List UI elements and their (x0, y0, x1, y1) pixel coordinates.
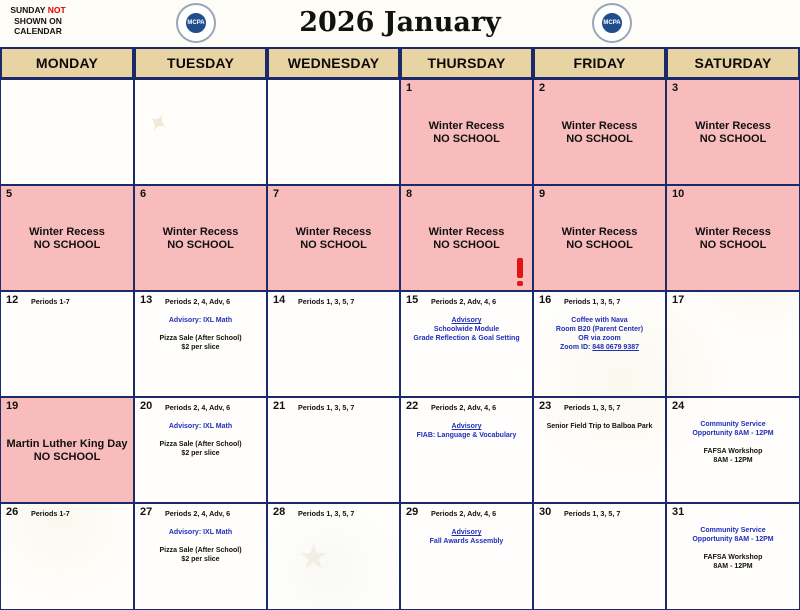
weekday-header-5: SATURDAY (666, 47, 800, 79)
day-cell[interactable] (134, 503, 267, 610)
notice-line: Winter Recess (295, 226, 372, 238)
notice-line: Winter Recess (561, 120, 638, 132)
event-line: Fall Awards Assembly (429, 538, 504, 545)
day-cell[interactable] (666, 79, 800, 185)
periods-schedule: Periods 1, 3, 5, 7 (298, 509, 355, 518)
zoom-line (534, 343, 665, 352)
periods-schedule: Periods 2, Adv, 4, 6 (431, 403, 497, 412)
day-number: 30 (539, 506, 552, 518)
day-cell[interactable] (666, 503, 800, 610)
day-number: 9 (539, 188, 546, 200)
event-line: Senior Field Trip to Balboa Park (546, 423, 653, 430)
event-line: Community Service (700, 421, 766, 428)
advisory-link: Advisory (451, 317, 482, 324)
day-number: 19 (6, 400, 19, 412)
day-number: 13 (140, 294, 153, 306)
event-line: Opportunity 8AM - 12PM (692, 430, 774, 437)
seal-text: MCPA (600, 11, 624, 35)
notice-line: NO SCHOOL (433, 239, 500, 251)
calendar-header (0, 0, 800, 47)
notice-line: NO SCHOOL (566, 133, 633, 145)
day-number: 1 (406, 82, 413, 94)
day-cell[interactable] (666, 291, 800, 397)
event-line: FAFSA Workshop (703, 448, 763, 455)
no-school-notice (401, 120, 532, 146)
day-number: 15 (406, 294, 419, 306)
alert-icon (517, 258, 523, 286)
day-cell[interactable] (134, 291, 267, 397)
event-line: Coffee with Nava (571, 317, 628, 324)
advisory-link: Advisory (451, 423, 482, 430)
event-line: Advisory: IXL Math (168, 423, 233, 430)
alert-icon-dot (517, 281, 523, 286)
notice-line: NO SCHOOL (167, 239, 234, 251)
weekday-header-4: FRIDAY (533, 47, 666, 79)
day-number: 6 (140, 188, 147, 200)
periods-schedule: Periods 1, 3, 5, 7 (564, 297, 621, 306)
no-school-notice (534, 226, 665, 252)
event-line: $2 per slice (181, 450, 220, 457)
sunday-note-text: SUNDAY (10, 5, 48, 15)
notice-line: NO SCHOOL (699, 239, 767, 251)
notice-line: Winter Recess (695, 226, 771, 238)
periods-schedule: Periods 2, 4, Adv, 6 (165, 403, 231, 412)
day-cell[interactable] (0, 291, 134, 397)
day-cell[interactable] (400, 503, 533, 610)
periods-schedule: Periods 2, Adv, 4, 6 (431, 297, 497, 306)
page-title: 2026 January (299, 7, 501, 38)
no-school-notice (135, 226, 266, 252)
notice-line: NO SCHOOL (33, 239, 101, 251)
day-cell[interactable] (666, 185, 800, 291)
notice-line: NO SCHOOL (300, 239, 367, 251)
notice-line: NO SCHOOL (699, 133, 767, 145)
periods-schedule: Periods 1, 3, 5, 7 (298, 297, 355, 306)
periods-schedule: Periods 1, 3, 5, 7 (564, 509, 621, 518)
day-cell[interactable] (0, 79, 134, 185)
periods-schedule: Periods 1, 3, 5, 7 (298, 403, 355, 412)
day-cell[interactable] (267, 185, 400, 291)
day-number: 7 (273, 188, 280, 200)
event-line: FAFSA Workshop (703, 554, 763, 561)
notice-line: Winter Recess (162, 226, 239, 238)
seal-text: MCPA (184, 11, 208, 35)
no-school-notice (667, 226, 799, 252)
sunday-note-text: CALENDAR (14, 26, 62, 36)
notice-line: NO SCHOOL (566, 239, 633, 251)
event-line: Advisory: IXL Math (168, 529, 233, 536)
day-cell[interactable] (0, 503, 134, 610)
day-number: 2 (539, 82, 546, 94)
day-number: 20 (140, 400, 153, 412)
notice-line: NO SCHOOL (433, 133, 500, 145)
day-cell[interactable] (400, 397, 533, 503)
event-line: OR via zoom (578, 335, 621, 342)
no-school-notice (1, 226, 133, 252)
calendar-grid (0, 47, 800, 610)
weekday-header-3: THURSDAY (400, 47, 533, 79)
holiday-notice (1, 438, 133, 464)
day-cell[interactable] (400, 79, 533, 185)
day-number: 8 (406, 188, 413, 200)
event-line: Grade Reflection & Goal Setting (413, 335, 520, 342)
day-cell[interactable] (267, 397, 400, 503)
zoom-label: Zoom ID: (560, 344, 593, 351)
day-cell[interactable] (134, 185, 267, 291)
event-line: Opportunity 8AM - 12PM (692, 536, 774, 543)
day-number: 26 (6, 506, 19, 518)
day-cell[interactable] (267, 291, 400, 397)
day-number: 17 (672, 294, 685, 306)
day-number: 29 (406, 506, 419, 518)
day-cell[interactable] (0, 397, 134, 503)
notice-line: Winter Recess (428, 120, 505, 132)
day-number: 3 (672, 82, 679, 94)
event-line: $2 per slice (181, 344, 220, 351)
day-cell[interactable] (533, 79, 666, 185)
day-cell[interactable] (666, 397, 800, 503)
weekday-header-0: MONDAY (0, 47, 134, 79)
day-number: 22 (406, 400, 419, 412)
event-line: FIAB: Language & Vocabulary (416, 432, 517, 439)
zoom-id-link[interactable]: 848 0679 9387 (592, 344, 639, 351)
day-cell[interactable] (400, 185, 533, 291)
day-cell[interactable] (267, 79, 400, 185)
no-school-notice (401, 226, 532, 252)
notice-line: Winter Recess (561, 226, 638, 238)
advisory-link: Advisory (451, 529, 482, 536)
day-cell[interactable] (533, 291, 666, 397)
event-line: Schoolwide Module (433, 326, 500, 333)
event-line: Advisory: IXL Math (168, 317, 233, 324)
day-cell[interactable] (533, 397, 666, 503)
event-line: Pizza Sale (After School) (159, 547, 242, 554)
periods-schedule: Periods 2, 4, Adv, 6 (165, 297, 231, 306)
day-number: 14 (273, 294, 286, 306)
day-number: 12 (6, 294, 19, 306)
day-cell[interactable] (533, 503, 666, 610)
sunday-note-not: NOT (47, 5, 66, 15)
notice-line: Winter Recess (29, 226, 105, 238)
day-number: 21 (273, 400, 286, 412)
day-number: 24 (672, 400, 685, 412)
notice-line: Martin Luther King Day (6, 438, 128, 450)
periods-schedule: Periods 1, 3, 5, 7 (564, 403, 621, 412)
day-number: 27 (140, 506, 153, 518)
day-number: 16 (539, 294, 552, 306)
periods-schedule: Periods 2, 4, Adv, 6 (165, 509, 231, 518)
day-number: 23 (539, 400, 552, 412)
day-cell[interactable] (0, 185, 134, 291)
day-cell[interactable] (400, 291, 533, 397)
day-cell[interactable] (267, 503, 400, 610)
weekday-header-1: TUESDAY (134, 47, 267, 79)
event-line: Community Service (700, 527, 766, 534)
day-cell[interactable] (134, 79, 267, 185)
periods-schedule: Periods 2, Adv, 4, 6 (431, 509, 497, 518)
event-line: $2 per slice (181, 556, 220, 563)
day-number: 5 (6, 188, 13, 200)
sunday-note-text: SHOWN ON (14, 15, 62, 26)
no-school-notice (667, 120, 799, 146)
school-seal-right (592, 3, 632, 43)
no-school-notice (268, 226, 399, 252)
day-number: 28 (273, 506, 286, 518)
no-school-notice (534, 120, 665, 146)
notice-line: Winter Recess (428, 226, 505, 238)
day-cell[interactable] (134, 397, 267, 503)
periods-schedule: Periods 1-7 (31, 297, 70, 306)
event-line: Pizza Sale (After School) (159, 441, 242, 448)
alert-icon-bar (517, 258, 523, 278)
notice-line: Winter Recess (695, 120, 771, 132)
notice-line: NO SCHOOL (33, 451, 101, 463)
day-number: 10 (672, 188, 685, 200)
event-line: 8AM - 12PM (713, 563, 753, 570)
event-line: Room B20 (Parent Center) (555, 326, 644, 333)
periods-schedule: Periods 1-7 (31, 509, 70, 518)
event-line: 8AM - 12PM (713, 457, 753, 464)
day-number: 31 (672, 506, 685, 518)
event-line: Pizza Sale (After School) (159, 335, 242, 342)
weekday-header-2: WEDNESDAY (267, 47, 400, 79)
day-cell[interactable] (533, 185, 666, 291)
